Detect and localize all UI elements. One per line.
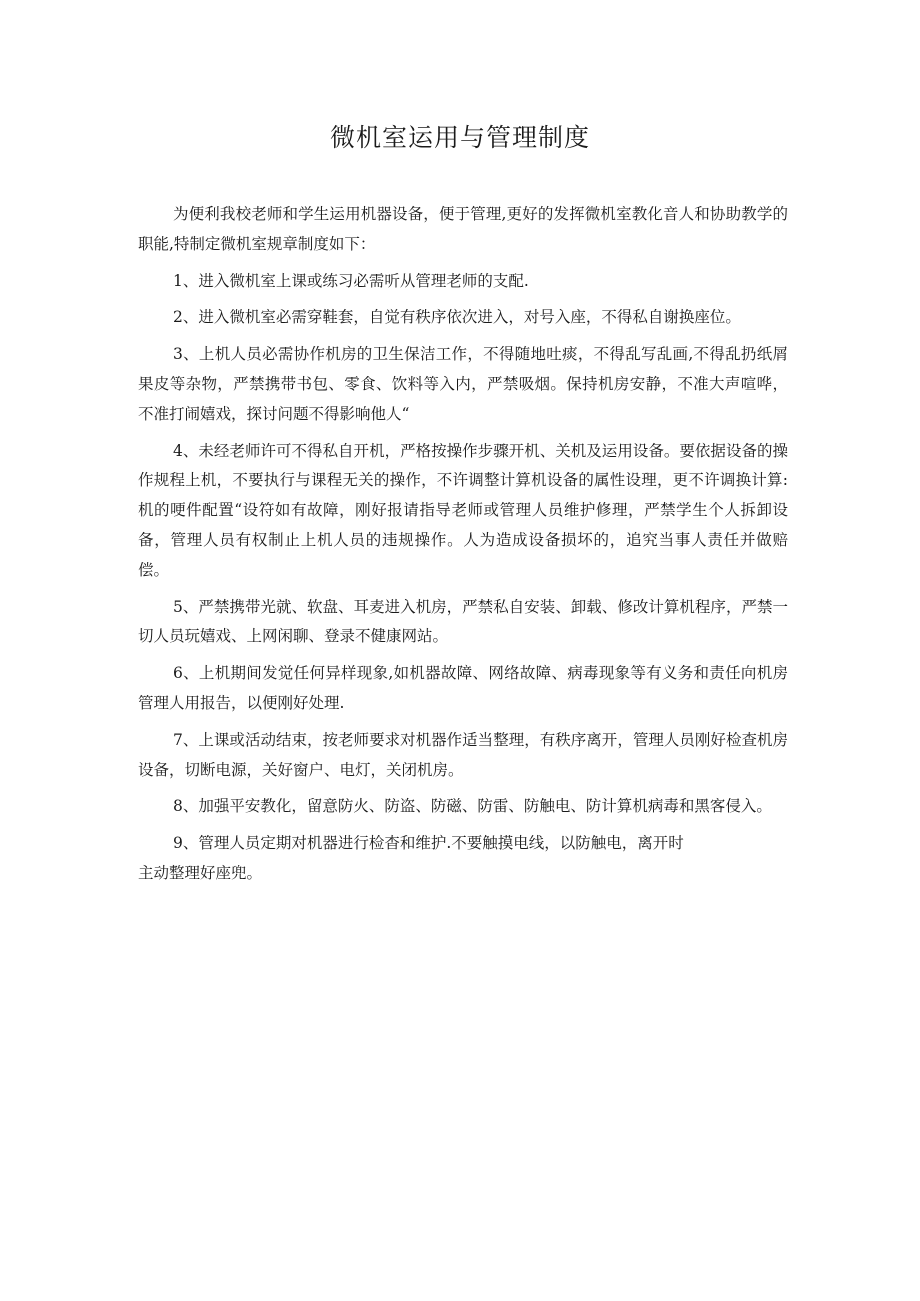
rule-paragraph-8: 8、加强平安教化，留意防火、防盗、防磁、防雷、防触电、防计算机病毒和黑客侵入。 [173, 797, 772, 816]
rule-paragraph-7: 7、上课或活动结束，按老师要求对机器作适当整理，有秩序离开，管理人员刚好检查机房设备，切断电源，关好窗户、电灯，关闭机房。 [138, 730, 788, 779]
rule-paragraph-1: 1、进入微机室上课或练习必需听从管理老师的支配. [173, 271, 529, 290]
rule-paragraph-5: 5、严禁携带光就、软盘、耳麦进入机房，严禁私自安装、卸载、修改计算机程序，严禁一切人员玩嬉戏、上网闲聊、登录不健康网站。 [138, 597, 788, 646]
rule-paragraph-4: 4、未经老师许可不得私自开机，严格按操作步骤开机、关机及运用设备。要依据设备的操作规程上机，不要执行与课程无关的操作，不许调整计算机设备的属性设理，更不许调换计算:机的哽件配置“设符如有故障，刚好报请指导老师或管理人员维护修理，严禁学生个人拆卸设备，管理人员有权制止上机人员的违规操作。人为造成设备损坏的，追究当事人责任并做赔偿。 [138, 441, 788, 579]
rule-paragraph-9: 9、管理人员定期对机器进行检杳和维护.不要触摸电线，以防触电，离开时 [173, 834, 684, 853]
document-body [138, 200, 788, 896]
rule-paragraph-6: 6、上机期间发觉任何异样现象,如机器故障、网络故障、病毒现象等有义务和责任向机房管理人用报告，以便刚好处理. [138, 664, 788, 712]
intro-paragraph: 为便利我校老师和学生运用机器设备，便于管理,更好的发挥微机室教化音人和协助教学的职能,特制定微机室规章制度如下： [138, 205, 788, 253]
rule-paragraph-2: 2、进入微机室必需穿鞋套，自觉有秩序依次进入，对号入座，不得私自谢换座位。 [173, 308, 741, 327]
rule-paragraph-3: 3、上机人员必需协作机房的卫生保洁工作，不得随地吐痰，不得乱写乱画,不得乱扔纸屑果皮等杂物，严禁携带书包、零食、饮料等入内，严禁吸烟。保持机房安静，不准大声喧哗，不准打闹嬉戏，探讨问题不得影响他人“ [138, 345, 788, 423]
document-title: 微机室运用与管理制度 [329, 123, 590, 152]
rule-paragraph-9-continuation: 主动整理好座兜。 [138, 863, 263, 882]
